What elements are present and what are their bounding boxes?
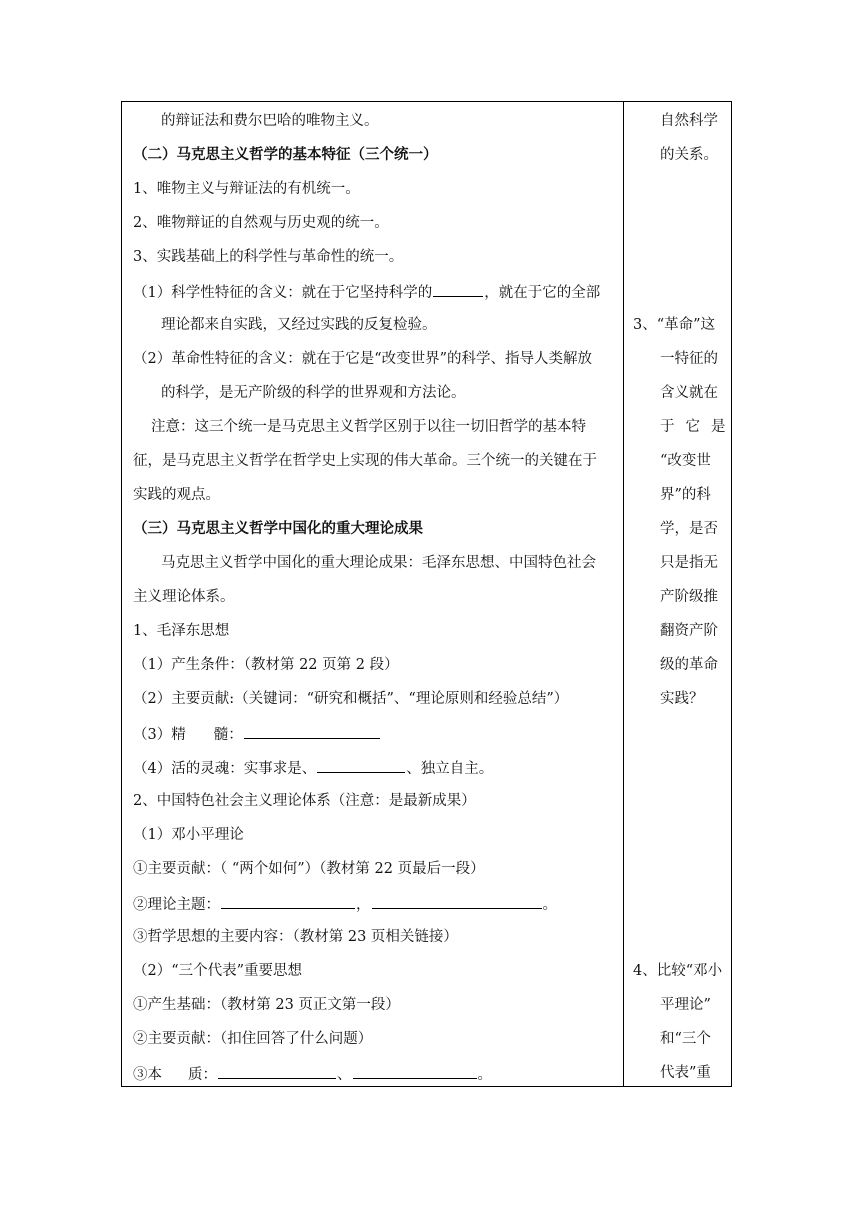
text-line: 1、唯物主义与辩证法的有机统一。 bbox=[133, 181, 360, 197]
side-note-line: 4、比较“邓小 bbox=[633, 963, 723, 979]
side-note-line: 代表”重 bbox=[660, 1065, 711, 1081]
side-note-line: 级的革命 bbox=[660, 657, 718, 673]
text-line: ③哲学思想的主要内容：（教材第 23 页相关链接） bbox=[133, 929, 458, 945]
text-segment: （3）精 bbox=[133, 727, 186, 743]
text-line: ②主要贡献：（扣住回答了什么问题） bbox=[133, 1031, 373, 1047]
section-heading-2: （二）马克思主义哲学的基本特征（三个统一） bbox=[133, 146, 438, 163]
text-segment: ，就在于它的全部 bbox=[484, 285, 601, 301]
text-line: 实践的观点。 bbox=[133, 487, 220, 503]
text-segment: ③本 bbox=[133, 1067, 162, 1083]
side-note-line: 翻资产阶 bbox=[660, 623, 718, 639]
text-line bbox=[133, 723, 381, 745]
text-line: （2）主要贡献:（关键词：“研究和概括”、“理论原则和经验总结”） bbox=[133, 691, 569, 707]
text-segment: 髓： bbox=[213, 727, 243, 743]
text-segment: 、独立自主。 bbox=[406, 761, 494, 777]
fill-blank bbox=[317, 757, 405, 773]
text-line: 注意：这三个统一是马克思主义哲学区别于以往一切旧哲学的基本特 bbox=[151, 419, 586, 435]
text-line: 2、中国特色社会主义理论体系（注意：是最新成果） bbox=[133, 793, 476, 809]
text-line: 马克思主义哲学中国化的重大理论成果：毛泽东思想、中国特色社会 bbox=[161, 555, 596, 571]
text-line: 的辩证法和费尔巴哈的唯物主义。 bbox=[161, 113, 379, 129]
text-segment: ， bbox=[356, 897, 371, 913]
text-line: ①产生基础：（教材第 23 页正文第一段） bbox=[133, 997, 400, 1013]
fill-blank bbox=[433, 281, 483, 297]
text-line: （1）邓小平理论 bbox=[133, 827, 244, 843]
side-note-line: 于它是 bbox=[660, 419, 737, 435]
text-line: 1、毛泽东思想 bbox=[133, 623, 230, 639]
side-note-line: 和“三个 bbox=[660, 1031, 711, 1047]
side-note-line: 产阶级推 bbox=[660, 589, 718, 605]
text-line bbox=[133, 1063, 492, 1085]
fill-blank bbox=[221, 893, 355, 909]
text-segment: 。 bbox=[477, 1067, 492, 1083]
side-note-line: 实践？ bbox=[660, 691, 704, 707]
text-line bbox=[133, 893, 557, 915]
text-segment: （4）活的灵魂：实事求是、 bbox=[133, 761, 317, 777]
text-line: 主义理论体系。 bbox=[133, 589, 235, 605]
fill-blank bbox=[244, 723, 380, 739]
text-segment: 、 bbox=[337, 1067, 352, 1083]
side-note-line: 平理论” bbox=[660, 997, 711, 1013]
text-line: （2）革命性特征的含义：就在于它是“改变世界”的科学、指导人类解放 bbox=[133, 351, 593, 367]
text-line: （2）“三个代表”重要思想 bbox=[133, 963, 303, 979]
text-line: ①主要贡献：（ “两个如何”）（教材第 22 页最后一段） bbox=[133, 861, 485, 877]
text-segment: （1）科学性特征的含义：就在于它坚持科学的 bbox=[133, 285, 433, 301]
side-note-line: 学，是否 bbox=[660, 521, 718, 537]
side-note-line: 只是指无 bbox=[660, 555, 718, 571]
text-line bbox=[133, 757, 493, 779]
text-line bbox=[133, 281, 600, 303]
text-line: 的科学，是无产阶级的科学的世界观和方法论。 bbox=[161, 385, 466, 401]
text-line: 理论都来自实践，又经过实践的反复检验。 bbox=[161, 317, 437, 333]
fill-blank bbox=[372, 893, 542, 909]
side-note-line: 界”的科 bbox=[660, 487, 711, 503]
fill-blank bbox=[353, 1063, 477, 1079]
text-segment: ②理论主题： bbox=[133, 897, 220, 913]
side-note-line: “改变世 bbox=[660, 453, 711, 469]
side-note-line: 含义就在 bbox=[660, 385, 718, 401]
side-note-line: 3、“革命”这 bbox=[633, 317, 716, 333]
column-divider bbox=[623, 101, 624, 1087]
text-line: （1）产生条件：（教材第 22 页第 2 段） bbox=[133, 657, 399, 673]
side-note-line: 自然科学 bbox=[660, 113, 718, 129]
text-segment: 。 bbox=[542, 897, 557, 913]
text-segment: 质： bbox=[188, 1067, 217, 1083]
fill-blank bbox=[218, 1063, 336, 1079]
side-note-line: 的关系。 bbox=[660, 147, 718, 163]
text-line: 3、实践基础上的科学性与革命性的统一。 bbox=[133, 249, 404, 265]
text-line: 征，是马克思主义哲学在哲学史上实现的伟大革命。三个统一的关键在于 bbox=[133, 453, 597, 469]
text-line: 2、唯物辩证的自然观与历史观的统一。 bbox=[133, 215, 389, 231]
section-heading-3: （三）马克思主义哲学中国化的重大理论成果 bbox=[133, 520, 423, 537]
side-note-line: 一特征的 bbox=[660, 351, 718, 367]
